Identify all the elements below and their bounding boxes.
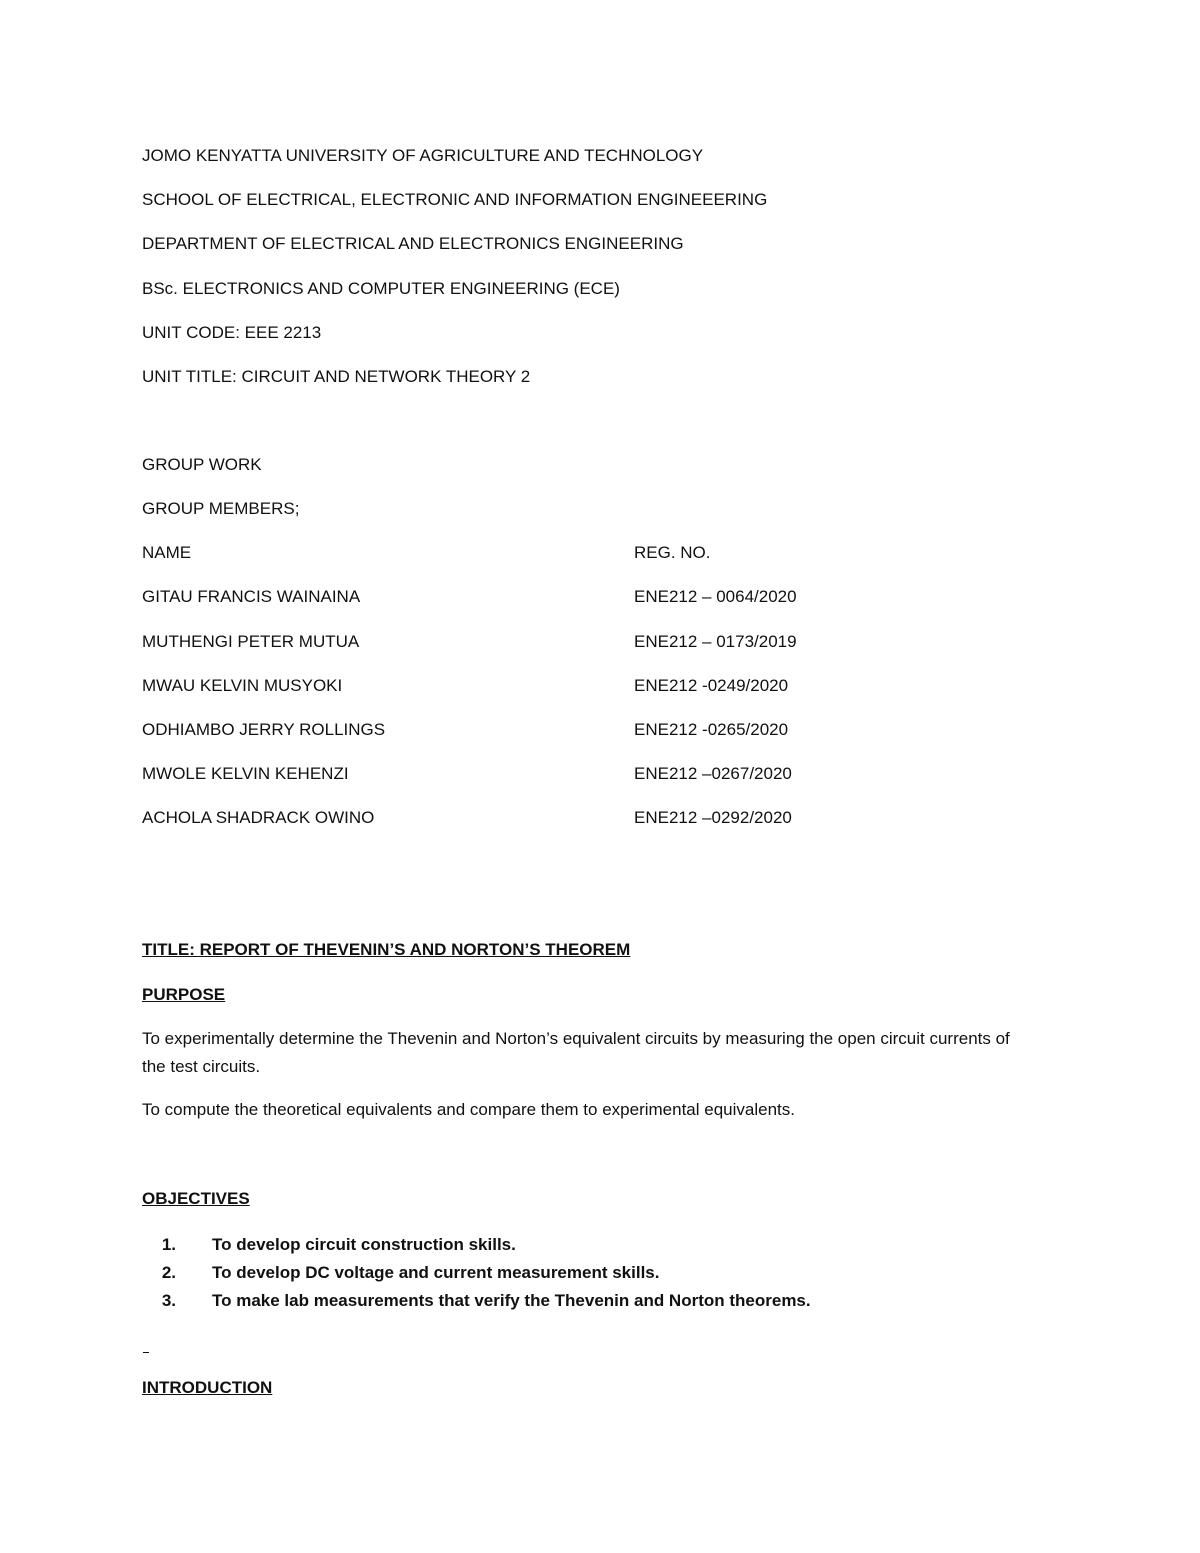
member-name: ACHOLA SHADRACK OWINO bbox=[142, 808, 375, 827]
member-reg-no: ENE212 – 0173/2019 bbox=[634, 632, 797, 651]
member-name: GITAU FRANCIS WAINAINA bbox=[142, 587, 361, 606]
department-name: DEPARTMENT OF ELECTRICAL AND ELECTRONICS ENGINEERING bbox=[142, 234, 684, 253]
list-item-text: To develop circuit construction skills. bbox=[212, 1235, 516, 1254]
list-item-text: To develop DC voltage and current measurement skills. bbox=[212, 1263, 660, 1282]
group-members-label: GROUP MEMBERS; bbox=[142, 499, 300, 518]
university-name: JOMO KENYATTA UNIVERSITY OF AGRICULTURE AND TECHNOLOGY bbox=[142, 146, 704, 165]
unit-code: UNIT CODE: EEE 2213 bbox=[142, 323, 322, 342]
list-item bbox=[142, 1231, 811, 1259]
name-column-header: NAME bbox=[142, 543, 192, 562]
purpose-heading: PURPOSE bbox=[142, 985, 226, 1004]
list-item-number: 2. bbox=[161, 1263, 176, 1282]
member-reg-no: ENE212 -0265/2020 bbox=[634, 720, 789, 739]
group-work-heading: GROUP WORK bbox=[142, 455, 262, 474]
member-reg-no: ENE212 – 0064/2020 bbox=[634, 587, 797, 606]
list-item bbox=[142, 1259, 811, 1287]
purpose-paragraph-1: To experimentally determine the Thevenin and Norton’s equivalent circuits by measuring the open circuit currents of the test circuits. bbox=[142, 1029, 1010, 1076]
list-item bbox=[142, 1287, 811, 1315]
school-name: SCHOOL OF ELECTRICAL, ELECTRONIC AND INFORMATION ENGINEEERING bbox=[142, 190, 768, 209]
report-title: TITLE: REPORT OF THEVENIN’S AND NORTON’S THEOREM bbox=[142, 940, 631, 959]
member-reg-no: ENE212 –0292/2020 bbox=[634, 808, 792, 827]
member-name: ODHIAMBO JERRY ROLLINGS bbox=[142, 720, 386, 739]
purpose-paragraph-2: To compute the theoretical equivalents and compare them to experimental equivalents. bbox=[142, 1100, 795, 1119]
objectives-heading: OBJECTIVES bbox=[142, 1189, 250, 1208]
list-item-text: To make lab measurements that verify the Thevenin and Norton theorems. bbox=[212, 1291, 811, 1310]
list-item-number: 3. bbox=[161, 1291, 176, 1310]
reg-column-header: REG. NO. bbox=[634, 543, 711, 562]
introduction-heading: INTRODUCTION bbox=[142, 1378, 273, 1397]
objectives-list bbox=[142, 1231, 811, 1315]
list-item-number: 1. bbox=[161, 1235, 176, 1254]
programme-name: BSc. ELECTRONICS AND COMPUTER ENGINEERING (ECE) bbox=[142, 279, 620, 298]
member-reg-no: ENE212 -0249/2020 bbox=[634, 676, 789, 695]
unit-title: UNIT TITLE: CIRCUIT AND NETWORK THEORY 2 bbox=[142, 367, 531, 386]
stray-dash-mark bbox=[143, 1352, 149, 1353]
member-name: MWOLE KELVIN KEHENZI bbox=[142, 764, 349, 783]
member-reg-no: ENE212 –0267/2020 bbox=[634, 764, 792, 783]
member-name: MWAU KELVIN MUSYOKI bbox=[142, 676, 343, 695]
member-name: MUTHENGI PETER MUTUA bbox=[142, 632, 360, 651]
